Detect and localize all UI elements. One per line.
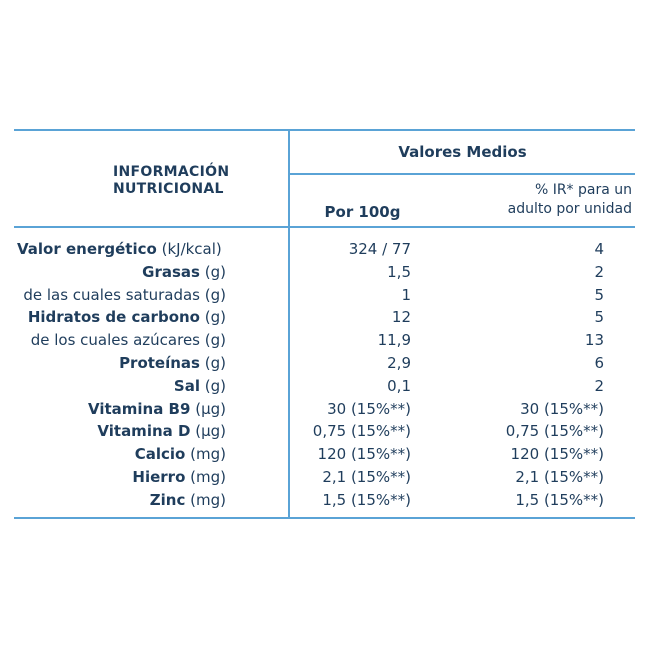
nutrient-name: Calcio <box>134 445 186 464</box>
nutrient-unit: (µg) <box>195 399 226 418</box>
nutrient-name: Sal <box>173 376 200 395</box>
nutrient-row <box>14 284 635 307</box>
table-title-line1: INFORMACIÓN <box>113 164 230 180</box>
ir-value: 2,1 (15%**) <box>515 467 604 486</box>
nutrient-label <box>174 377 226 395</box>
per-100g-value: 11,9 <box>377 331 411 350</box>
nutrient-label <box>119 354 226 372</box>
nutrient-unit: (kJ/kcal) <box>161 240 222 258</box>
nutrient-label <box>88 400 226 418</box>
ir-value: 2 <box>594 376 604 395</box>
nutrient-row <box>14 238 635 261</box>
nutrition-table <box>14 129 635 519</box>
ir-heading-line1: % IR* para un <box>534 182 632 198</box>
valores-medios-heading: Valores Medios <box>398 143 527 161</box>
nutrient-name: Zinc <box>149 490 186 509</box>
nutrient-name: Hierro <box>132 467 186 486</box>
per-100g-value: 2,1 (15%**) <box>322 467 411 486</box>
nutrient-unit: (g) <box>204 353 226 372</box>
nutrient-row <box>14 489 635 512</box>
ir-value: 30 (15%**) <box>520 399 604 418</box>
nutrient-row <box>14 306 635 329</box>
per-100g-value: 324 / 77 <box>348 240 411 258</box>
nutrient-label <box>23 286 226 304</box>
nutrient-unit: (g) <box>204 308 226 327</box>
table-title-line2: NUTRICIONAL <box>113 181 224 197</box>
per-100g-value: 1,5 <box>387 262 411 281</box>
per-100g-value: 12 <box>391 308 411 327</box>
nutrient-row <box>14 352 635 375</box>
nutrient-unit: (mg) <box>190 467 226 486</box>
per-100g-value: 0,75 (15%**) <box>312 422 411 441</box>
nutrient-label <box>132 468 226 486</box>
top-rule <box>14 129 635 131</box>
nutrient-unit: (g) <box>204 285 226 304</box>
per-100g-value: 1,5 (15%**) <box>322 490 411 509</box>
nutrient-label <box>142 263 226 281</box>
nutrient-label <box>135 445 226 463</box>
ir-value: 5 <box>594 308 604 327</box>
nutrient-unit: (g) <box>204 262 226 281</box>
nutrient-unit: (g) <box>204 376 226 395</box>
ir-heading-line2: adulto por unidad <box>507 201 632 217</box>
per-100g-value: 1 <box>401 285 411 304</box>
por-100g-heading: Por 100g <box>324 203 401 221</box>
nutrient-unit: (µg) <box>195 422 226 441</box>
nutrient-label <box>150 491 226 509</box>
nutrient-row <box>14 261 635 284</box>
ir-value: 13 <box>584 331 604 350</box>
ir-value: 1,5 (15%**) <box>515 490 604 509</box>
nutrient-row <box>14 420 635 443</box>
nutrient-name: Hidratos de carbono <box>27 308 200 327</box>
header-bottom-rule <box>14 226 635 228</box>
ir-value: 0,75 (15%**) <box>505 422 604 441</box>
nutrient-name: Proteínas <box>119 353 200 372</box>
ir-value: 4 <box>594 240 604 258</box>
nutrient-rows <box>14 238 635 512</box>
ir-value: 6 <box>594 353 604 372</box>
ir-value: 2 <box>594 262 604 281</box>
nutrient-row <box>14 329 635 352</box>
per-100g-value: 120 (15%**) <box>317 445 411 464</box>
nutrient-row <box>14 466 635 489</box>
nutrient-label <box>17 240 222 258</box>
bottom-rule <box>14 517 635 519</box>
nutrient-label <box>28 308 226 326</box>
per-100g-value: 30 (15%**) <box>327 399 411 418</box>
nutrient-row <box>14 375 635 398</box>
nutrient-name: de los cuales azúcares <box>30 331 200 350</box>
ir-value: 5 <box>594 285 604 304</box>
subheader-rule <box>290 173 635 175</box>
nutrient-label <box>97 422 226 440</box>
nutrient-unit: (g) <box>204 331 226 350</box>
nutrient-name: Grasas <box>142 262 200 281</box>
ir-heading <box>454 181 632 219</box>
nutrient-name: Valor energético <box>17 240 157 258</box>
nutrient-name: de las cuales saturadas <box>23 285 200 304</box>
ir-value: 120 (15%**) <box>510 445 604 464</box>
nutrient-unit: (mg) <box>190 490 226 509</box>
nutrient-unit: (mg) <box>190 445 226 464</box>
nutrient-row <box>14 398 635 421</box>
per-100g-value: 2,9 <box>387 353 411 372</box>
nutrient-label <box>31 331 226 349</box>
nutrient-name: Vitamina B9 <box>87 399 191 418</box>
nutrient-row <box>14 443 635 466</box>
table-title <box>113 164 229 198</box>
nutrient-name: Vitamina D <box>97 422 191 441</box>
per-100g-value: 0,1 <box>387 376 411 395</box>
